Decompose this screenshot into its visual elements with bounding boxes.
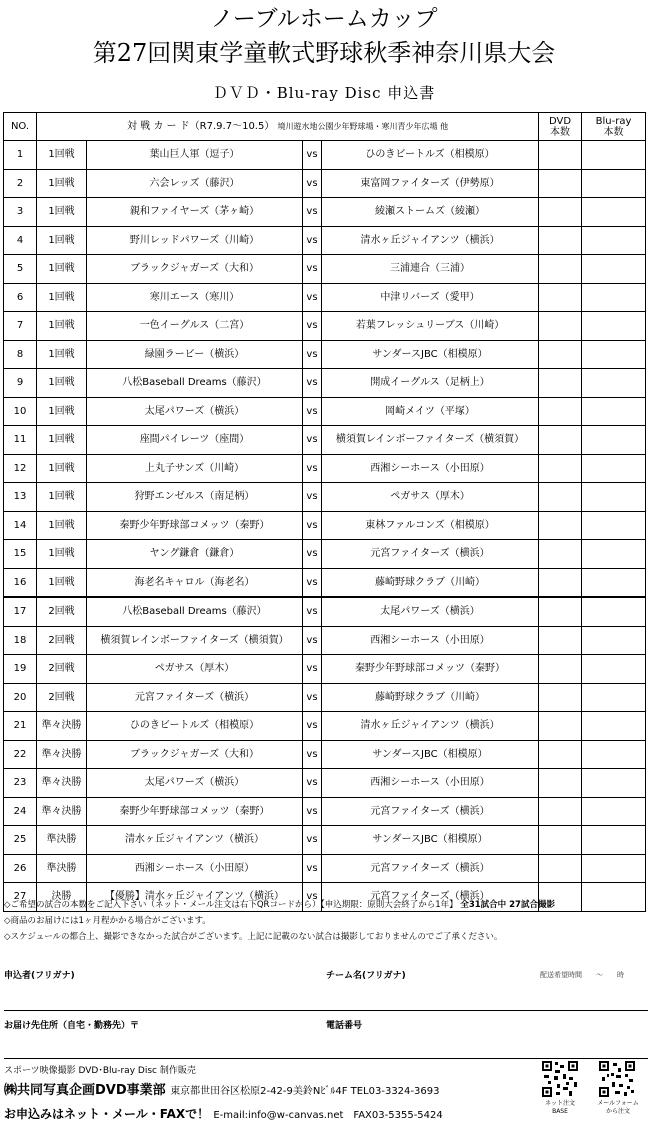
home-team: 寒川エース（寒川）: [87, 283, 303, 312]
game-round: 準々決勝: [37, 712, 87, 741]
game-no: 23: [4, 769, 37, 798]
vs-label: vs: [303, 740, 322, 769]
home-team: 八松Baseball Dreams（藤沢）: [87, 597, 303, 626]
vs-label: vs: [303, 312, 322, 341]
game-round: 1回戦: [37, 141, 87, 170]
dvd-qty-cell[interactable]: [539, 683, 582, 712]
dvd-qty-cell[interactable]: [539, 597, 582, 626]
table-row: [4, 540, 646, 569]
game-round: 1回戦: [37, 483, 87, 512]
home-team: ひのきビートルズ（相模原）: [87, 712, 303, 741]
away-team: 岡崎メイツ（平塚）: [322, 397, 539, 426]
away-team: 三浦連合（三浦）: [322, 255, 539, 284]
game-round: 準々決勝: [37, 740, 87, 769]
game-no: 17: [4, 597, 37, 626]
table-row: [4, 198, 646, 227]
vs-label: vs: [303, 797, 322, 826]
game-round: 1回戦: [37, 511, 87, 540]
note-1-count: 全31試合中 27試合撮影: [460, 900, 555, 910]
team-label: チーム名(フリガナ): [326, 971, 406, 981]
order-methods: お申込みはネット・メール・FAXで！: [4, 1107, 210, 1121]
dvd-qty-cell[interactable]: [539, 198, 582, 227]
contact-email-fax: E-mail:info@w-canvas.net FAX03-5355-5424: [213, 1110, 443, 1121]
game-round: 1回戦: [37, 540, 87, 569]
dvd-qty-cell[interactable]: [539, 255, 582, 284]
home-team: ブラックジャガーズ（大和）: [87, 255, 303, 284]
game-no: 9: [4, 369, 37, 398]
game-no: 14: [4, 511, 37, 540]
footer-company-line: [4, 1079, 439, 1098]
vs-label: vs: [303, 169, 322, 198]
vs-label: vs: [303, 597, 322, 626]
header-bluray-l1: Blu-ray: [595, 115, 632, 127]
dvd-qty-cell[interactable]: [539, 826, 582, 855]
title-tournament-name: 第27回関東学童軟式野球秋季神奈川県大会: [92, 39, 556, 67]
table-row: [4, 626, 646, 655]
game-no: 1: [4, 141, 37, 170]
game-no: 11: [4, 426, 37, 455]
game-round: 1回戦: [37, 568, 87, 597]
game-round: 1回戦: [37, 226, 87, 255]
bluray-qty-cell[interactable]: [582, 312, 646, 341]
game-round: 1回戦: [37, 369, 87, 398]
vs-label: vs: [303, 340, 322, 369]
home-team: 太尾パワーズ（横浜）: [87, 397, 303, 426]
vs-label: vs: [303, 568, 322, 597]
game-no: 21: [4, 712, 37, 741]
vs-label: vs: [303, 226, 322, 255]
dvd-qty-cell[interactable]: [539, 854, 582, 883]
game-round: 1回戦: [37, 340, 87, 369]
table-row: [4, 169, 646, 198]
home-team: ペガサス（厚木）: [87, 655, 303, 684]
game-no: 22: [4, 740, 37, 769]
vs-label: vs: [303, 854, 322, 883]
bluray-qty-cell[interactable]: [582, 141, 646, 170]
vs-label: vs: [303, 511, 322, 540]
game-no: 10: [4, 397, 37, 426]
table-row: [4, 483, 646, 512]
home-team: 八松Baseball Dreams（藤沢）: [87, 369, 303, 398]
game-round: 準々決勝: [37, 797, 87, 826]
vs-label: vs: [303, 369, 322, 398]
away-team: 元宮ファイターズ（横浜）: [322, 540, 539, 569]
away-team: 清水ヶ丘ジャイアンツ（横浜）: [322, 712, 539, 741]
note-3: ◇スケジュールの都合上、撮影できなかった試合がございます。上記に記載のない試合は撮影しておりませんのでご了承ください。: [4, 932, 503, 942]
qr2-caption-l2: から注文: [605, 1108, 630, 1115]
table-row: [4, 141, 646, 170]
header-no: NO.: [4, 113, 37, 141]
address-label: お届け先住所（自宅・勤務先）〒: [4, 1021, 140, 1031]
dvd-qty-cell[interactable]: [539, 340, 582, 369]
note-1: ◇ご希望の試合の本数をご記入下さい（ネット・メール注文は右下QRコードから）【申込期限：原則大会終了から1年】: [4, 900, 458, 910]
bluray-qty-cell[interactable]: [582, 826, 646, 855]
game-no: 5: [4, 255, 37, 284]
bluray-qty-cell[interactable]: [582, 426, 646, 455]
dvd-qty-cell[interactable]: [539, 169, 582, 198]
table-row: [4, 369, 646, 398]
dvd-qty-cell[interactable]: [539, 626, 582, 655]
home-team: 緑園ラービー（横浜）: [87, 340, 303, 369]
dvd-qty-cell[interactable]: [539, 568, 582, 597]
game-round: 1回戦: [37, 312, 87, 341]
vs-label: vs: [303, 712, 322, 741]
vs-label: vs: [303, 426, 322, 455]
vs-label: vs: [303, 683, 322, 712]
vs-label: vs: [303, 655, 322, 684]
games-table: [3, 112, 646, 912]
game-round: 決勝: [37, 883, 87, 912]
away-team: 清水ヶ丘ジャイアンツ（横浜）: [322, 226, 539, 255]
game-round: 準決勝: [37, 854, 87, 883]
home-team: ヤング鎌倉（鎌倉）: [87, 540, 303, 569]
header-dvd-l1: DVD: [549, 115, 572, 127]
table-row: [4, 226, 646, 255]
table-row: [4, 854, 646, 883]
header-match-card: [37, 113, 539, 141]
game-no: 4: [4, 226, 37, 255]
table-row: [4, 568, 646, 597]
header-dvd: [539, 113, 582, 141]
table-header-row: [4, 113, 646, 141]
vs-label: vs: [303, 198, 322, 227]
home-team: 座間パイレーツ（座間）: [87, 426, 303, 455]
bluray-qty-cell[interactable]: [582, 226, 646, 255]
dvd-qty-cell[interactable]: [539, 540, 582, 569]
home-team: 一色イーグルス（二宮）: [87, 312, 303, 341]
game-round: 2回戦: [37, 626, 87, 655]
table-row: [4, 426, 646, 455]
bluray-qty-cell[interactable]: [582, 712, 646, 741]
table-row: [4, 597, 646, 626]
home-team: 六会レッズ（藤沢）: [87, 169, 303, 198]
game-no: 16: [4, 568, 37, 597]
game-round: 2回戦: [37, 597, 87, 626]
bluray-qty-cell[interactable]: [582, 626, 646, 655]
game-no: 20: [4, 683, 37, 712]
home-team: 元宮ファイターズ（横浜）: [87, 683, 303, 712]
table-row: [4, 397, 646, 426]
table-row: [4, 312, 646, 341]
qr-code-mail-form[interactable]: [598, 1060, 636, 1098]
table-row: [4, 255, 646, 284]
game-no: 18: [4, 626, 37, 655]
bluray-qty-cell[interactable]: [582, 255, 646, 284]
away-team: 東富岡ファイターズ（伊勢原）: [322, 169, 539, 198]
bluray-qty-cell[interactable]: [582, 483, 646, 512]
home-team: 上丸子サンズ（川崎）: [87, 454, 303, 483]
table-row: [4, 712, 646, 741]
dvd-qty-cell[interactable]: [539, 141, 582, 170]
table-row: [4, 340, 646, 369]
game-no: 27: [4, 883, 37, 912]
game-no: 3: [4, 198, 37, 227]
qr2-caption: [590, 1100, 646, 1116]
header-dvd-l2: 本数: [550, 126, 571, 138]
table-row: [4, 769, 646, 798]
dvd-qty-cell[interactable]: [539, 740, 582, 769]
bluray-qty-cell[interactable]: [582, 597, 646, 626]
home-team: 秦野少年野球部コメッツ（秦野）: [87, 797, 303, 826]
bluray-qty-cell[interactable]: [582, 169, 646, 198]
game-round: 1回戦: [37, 426, 87, 455]
bluray-qty-cell[interactable]: [582, 511, 646, 540]
vs-label: vs: [303, 483, 322, 512]
game-round: 1回戦: [37, 255, 87, 284]
header-bluray: [582, 113, 646, 141]
table-row: [4, 454, 646, 483]
applicant-field-line[interactable]: [4, 1010, 648, 1011]
game-round: 2回戦: [37, 683, 87, 712]
home-team: 横須賀レインボーファイターズ（横須賀）: [87, 626, 303, 655]
dvd-qty-cell[interactable]: [539, 397, 582, 426]
away-team: ペガサス（厚木）: [322, 483, 539, 512]
footer-order-line: [4, 1105, 443, 1122]
table-row: [4, 511, 646, 540]
home-team: 【優勝】清水ヶ丘ジャイアンツ（横浜）: [87, 883, 303, 912]
dvd-qty-cell[interactable]: [539, 369, 582, 398]
title-cup-name: ノーブルホームカップ: [210, 6, 438, 32]
dvd-qty-cell[interactable]: [539, 797, 582, 826]
qr1-caption-l1: ネット注文: [544, 1100, 575, 1107]
bluray-qty-cell[interactable]: [582, 854, 646, 883]
bluray-qty-cell[interactable]: [582, 283, 646, 312]
home-team: 野川レッドパワーズ（川崎）: [87, 226, 303, 255]
table-row: [4, 283, 646, 312]
home-team: 清水ヶ丘ジャイアンツ（横浜）: [87, 826, 303, 855]
table-row: [4, 740, 646, 769]
dvd-qty-cell[interactable]: [539, 483, 582, 512]
dvd-qty-cell[interactable]: [539, 712, 582, 741]
game-no: 2: [4, 169, 37, 198]
table-row: [4, 655, 646, 684]
dvd-qty-cell[interactable]: [539, 426, 582, 455]
game-no: 13: [4, 483, 37, 512]
header-card-label: 対 戦 カ ー ド（R7.9.7～10.5）: [126, 121, 275, 132]
dvd-qty-cell[interactable]: [539, 283, 582, 312]
note-2: ◇商品のお届けには1ヶ月程かかる場合がございます。: [4, 916, 211, 926]
game-round: 2回戦: [37, 655, 87, 684]
game-no: 8: [4, 340, 37, 369]
title-order-form: ＤＶＤ・Blu-ray Disc 申込書: [212, 84, 436, 102]
bluray-qty-cell[interactable]: [582, 568, 646, 597]
away-team: サンダースJBC（相模原）: [322, 340, 539, 369]
vs-label: vs: [303, 255, 322, 284]
qr2-caption-l1: メールフォーム: [597, 1100, 639, 1107]
away-team: サンダースJBC（相模原）: [322, 826, 539, 855]
away-team: 元宮ファイターズ（横浜）: [322, 854, 539, 883]
qr1-caption: [534, 1100, 586, 1116]
game-no: 7: [4, 312, 37, 341]
away-team: 秦野少年野球部コメッツ（秦野）: [322, 655, 539, 684]
away-team: 太尾パワーズ（横浜）: [322, 597, 539, 626]
bluray-qty-cell[interactable]: [582, 683, 646, 712]
away-team: サンダースJBC（相模原）: [322, 740, 539, 769]
vs-label: vs: [303, 454, 322, 483]
bluray-qty-cell[interactable]: [582, 454, 646, 483]
dvd-qty-cell[interactable]: [539, 655, 582, 684]
home-team: 西湘シーホース（小田原）: [87, 854, 303, 883]
away-team: ひのきビートルズ（相模原）: [322, 141, 539, 170]
qr-code-icon: [541, 1060, 579, 1098]
dvd-qty-cell[interactable]: [539, 312, 582, 341]
away-team: 横須賀レインボーファイターズ（横須賀）: [322, 426, 539, 455]
qr1-caption-l2: BASE: [552, 1108, 568, 1115]
vs-label: vs: [303, 883, 322, 912]
delivery-time-label: 配送希望時間 ～ 時: [540, 971, 624, 979]
phone-label: 電話番号: [326, 1021, 363, 1031]
away-team: 開成イーグルス（足柄上）: [322, 369, 539, 398]
away-team: 西湘シーホース（小田原）: [322, 626, 539, 655]
bluray-qty-cell[interactable]: [582, 655, 646, 684]
game-no: 25: [4, 826, 37, 855]
home-team: 太尾パワーズ（横浜）: [87, 769, 303, 798]
notes: [4, 897, 644, 945]
address-field-line[interactable]: [4, 1058, 648, 1059]
away-team: 若葉フレッシュリーブス（川崎）: [322, 312, 539, 341]
header-venue: 境川遊水地公園少年野球場・寒川青少年広場 他: [277, 122, 449, 131]
game-round: 1回戦: [37, 454, 87, 483]
game-no: 6: [4, 283, 37, 312]
company-address: 東京都世田谷区松原2-42-9美鈴Nﾋﾞﾙ4F TEL03-3324-3693: [170, 1086, 440, 1097]
vs-label: vs: [303, 769, 322, 798]
table-row: [4, 797, 646, 826]
away-team: 藤崎野球クラブ（川崎）: [322, 683, 539, 712]
home-team: 葉山巨人軍（逗子）: [87, 141, 303, 170]
qr-code-icon: [598, 1060, 636, 1098]
game-round: 1回戦: [37, 283, 87, 312]
vs-label: vs: [303, 826, 322, 855]
footer-tagline: スポーツ映像撮影 DVD･Blu-ray Disc 制作販売: [4, 1066, 196, 1076]
bluray-qty-cell[interactable]: [582, 540, 646, 569]
vs-label: vs: [303, 626, 322, 655]
game-no: 15: [4, 540, 37, 569]
away-team: 綾瀬ストームズ（綾瀬）: [322, 198, 539, 227]
header-bluray-l2: 本数: [603, 126, 624, 138]
game-round: 1回戦: [37, 198, 87, 227]
vs-label: vs: [303, 283, 322, 312]
applicant-label: 申込者(フリガナ): [4, 971, 75, 981]
game-no: 12: [4, 454, 37, 483]
company-name: ㈱共同写真企画DVD事業部: [4, 1083, 166, 1098]
vs-label: vs: [303, 141, 322, 170]
away-team: 西湘シーホース（小田原）: [322, 454, 539, 483]
bluray-qty-cell[interactable]: [582, 198, 646, 227]
away-team: 藤崎野球クラブ（川崎）: [322, 568, 539, 597]
home-team: 海老名キャロル（海老名）: [87, 568, 303, 597]
home-team: 秦野少年野球部コメッツ（秦野）: [87, 511, 303, 540]
bluray-qty-cell[interactable]: [582, 740, 646, 769]
game-round: 準々決勝: [37, 769, 87, 798]
qr-code-net-order[interactable]: [541, 1060, 579, 1098]
bluray-qty-cell[interactable]: [582, 797, 646, 826]
dvd-qty-cell[interactable]: [539, 226, 582, 255]
away-team: 東林ファルコンズ（相模原）: [322, 511, 539, 540]
table-row: [4, 683, 646, 712]
game-no: 24: [4, 797, 37, 826]
vs-label: vs: [303, 540, 322, 569]
away-team: 西湘シーホース（小田原）: [322, 769, 539, 798]
away-team: 中津リバーズ（愛甲）: [322, 283, 539, 312]
game-no: 19: [4, 655, 37, 684]
game-round: 1回戦: [37, 169, 87, 198]
dvd-qty-cell[interactable]: [539, 769, 582, 798]
game-round: 1回戦: [37, 397, 87, 426]
vs-label: vs: [303, 397, 322, 426]
game-no: 26: [4, 854, 37, 883]
bluray-qty-cell[interactable]: [582, 397, 646, 426]
dvd-qty-cell[interactable]: [539, 454, 582, 483]
bluray-qty-cell[interactable]: [582, 769, 646, 798]
home-team: 親和ファイヤーズ（茅ヶ崎）: [87, 198, 303, 227]
away-team: 元宮ファイターズ（横浜）: [322, 797, 539, 826]
home-team: ブラックジャガーズ（大和）: [87, 740, 303, 769]
bluray-qty-cell[interactable]: [582, 369, 646, 398]
home-team: 狩野エンゼルス（南足柄）: [87, 483, 303, 512]
dvd-qty-cell[interactable]: [539, 511, 582, 540]
game-round: 準決勝: [37, 826, 87, 855]
away-team: 元宮ファイターズ（横浜）: [322, 883, 539, 912]
bluray-qty-cell[interactable]: [582, 340, 646, 369]
table-row: [4, 826, 646, 855]
